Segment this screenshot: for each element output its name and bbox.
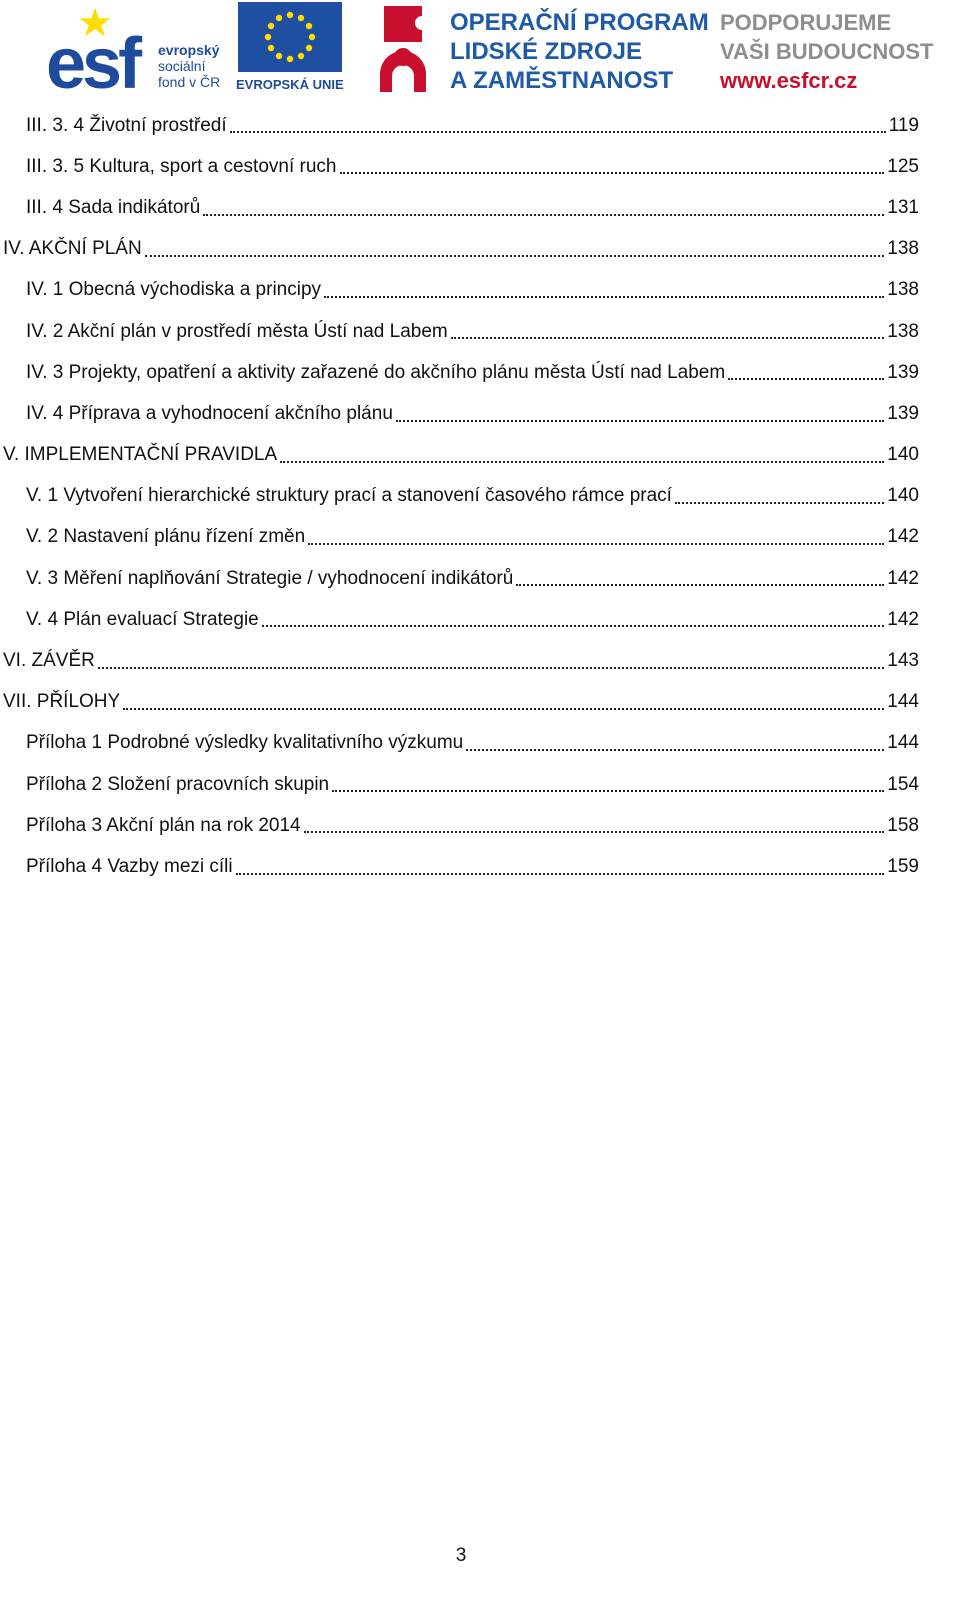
toc-entry[interactable] [0, 846, 960, 887]
slogan [720, 8, 955, 95]
toc-entry-page-number: 131 [887, 196, 919, 218]
toc-entry[interactable] [0, 476, 960, 517]
toc-entry-title: VII. PŘÍLOHY [3, 691, 121, 713]
op-line-1: OPERAČNÍ PROGRAM [450, 9, 709, 36]
toc-entry[interactable] [0, 146, 960, 187]
slogan-line-1: PODPORUJEME [720, 10, 892, 35]
toc-entry[interactable] [0, 682, 960, 723]
toc-entry-page-number: 142 [887, 567, 919, 589]
toc-entry-title: IV. 1 Obecná východiska a principy [26, 279, 322, 301]
toc-dot-leader [304, 830, 885, 833]
toc-entry-title: IV. 4 Příprava a vyhodnocení akčního plánu [26, 402, 393, 424]
toc-entry[interactable] [0, 311, 960, 352]
toc-entry[interactable] [0, 352, 960, 393]
toc-dot-leader [98, 666, 884, 669]
toc-entry[interactable] [0, 517, 960, 558]
toc-entry[interactable] [0, 270, 960, 311]
toc-dot-leader [451, 336, 885, 339]
toc-entry-title: Příloha 2 Složení pracovních skupin [26, 773, 330, 795]
toc-dot-leader [340, 171, 885, 174]
toc-entry-title: Příloha 1 Podrobné výsledky kvalitativního výzkumu [26, 732, 464, 754]
esf-line-3: fond v ČR [158, 74, 221, 90]
toc-dot-leader [262, 624, 885, 627]
toc-entry-page-number: 140 [887, 444, 919, 466]
toc-entry[interactable] [0, 229, 960, 270]
toc-entry-page-number: 158 [887, 814, 919, 836]
toc-dot-leader [280, 460, 884, 463]
toc-entry-page-number: 154 [887, 773, 919, 795]
toc-dot-leader [332, 789, 884, 792]
toc-entry-page-number: 142 [887, 608, 919, 630]
toc-dot-leader [728, 377, 884, 380]
toc-entry-page-number: 140 [887, 485, 919, 507]
page-number: 3 [455, 1545, 467, 1566]
op-line-2: LIDSKÉ ZDROJE [450, 38, 643, 65]
toc-entry-title: IV. 2 Akční plán v prostředí města Ústí nad Labem [26, 320, 448, 342]
toc-entry-page-number: 144 [887, 732, 919, 754]
toc-entry-title: V. 1 Vytvoření hierarchické struktury prací a stanovení časového rámce prací [26, 485, 672, 507]
toc-entry-title: VI. ZÁVĚR [3, 650, 95, 672]
toc-entry[interactable] [0, 805, 960, 846]
toc-entry-title: V. 2 Nastavení plánu řízení změn [26, 526, 306, 548]
toc-entry-page-number: 125 [887, 155, 919, 177]
eu-logo [236, 2, 346, 94]
toc-entry-title: III. 4 Sada indikátorů [26, 196, 201, 218]
toc-entry[interactable] [0, 723, 960, 764]
toc-entry-page-number: 139 [887, 361, 919, 383]
toc-entry-page-number: 138 [887, 238, 919, 260]
esf-line-1: evropský [158, 42, 220, 58]
toc-entry-title: Příloha 3 Akční plán na rok 2014 [26, 814, 301, 836]
toc-entry[interactable] [0, 558, 960, 599]
toc-dot-leader [308, 542, 884, 545]
toc-dot-leader [396, 419, 884, 422]
toc-dot-leader [324, 295, 884, 298]
toc-entry-title: Příloha 4 Vazby mezi cíli [26, 855, 233, 877]
op-logo [376, 2, 709, 94]
toc-entry-title: III. 3. 4 Životní prostředí [26, 114, 227, 136]
toc-entry-page-number: 139 [887, 402, 919, 424]
toc-entry-page-number: 142 [887, 526, 919, 548]
toc-entry-page-number: 138 [887, 320, 919, 342]
esf-line-2: sociální [158, 58, 206, 74]
toc-entry[interactable] [0, 435, 960, 476]
toc-entry-title: IV. 3 Projekty, opatření a aktivity zařazené do akčního plánu města Ústí nad Labem [26, 361, 726, 383]
toc-entry-title: V. 4 Plán evaluací Strategie [26, 608, 259, 630]
toc-dot-leader [466, 748, 884, 751]
eu-flag-icon [238, 2, 342, 72]
toc-entry[interactable] [0, 105, 960, 146]
toc-dot-leader [516, 583, 884, 586]
logo-header [0, 0, 960, 100]
eu-label: EVROPSKÁ UNIE [236, 77, 344, 92]
toc-entry-page-number: 144 [887, 691, 919, 713]
toc-entry[interactable] [0, 599, 960, 640]
esf-logo [46, 2, 226, 94]
toc-dot-leader [236, 872, 885, 875]
table-of-contents [0, 105, 960, 888]
toc-dot-leader [145, 254, 885, 257]
op-line-3: A ZAMĚSTNANOST [450, 67, 674, 94]
toc-entry-title: V. IMPLEMENTAČNÍ PRAVIDLA [3, 444, 278, 466]
toc-entry-page-number: 138 [887, 279, 919, 301]
toc-entry-page-number: 159 [887, 855, 919, 877]
puzzle-figure-icon [376, 2, 440, 92]
toc-dot-leader [230, 130, 886, 133]
esf-mark-icon [46, 2, 156, 94]
toc-dot-leader [675, 501, 884, 504]
slogan-url[interactable]: www.esfcr.cz [720, 68, 858, 93]
toc-entry[interactable] [0, 764, 960, 805]
toc-entry[interactable] [0, 393, 960, 434]
toc-entry-title: IV. AKČNÍ PLÁN [3, 238, 142, 260]
toc-entry[interactable] [0, 640, 960, 681]
svg-text:esf: esf [46, 24, 139, 94]
slogan-line-2: VAŠI BUDOUCNOST [720, 39, 934, 64]
toc-entry-title: III. 3. 5 Kultura, sport a cestovní ruch [26, 155, 337, 177]
toc-dot-leader [203, 213, 884, 216]
toc-entry-page-number: 119 [888, 114, 919, 136]
toc-entry[interactable] [0, 187, 960, 228]
toc-dot-leader [123, 707, 884, 710]
toc-entry-page-number: 143 [887, 650, 919, 672]
toc-entry-title: V. 3 Měření naplňování Strategie / vyhodnocení indikátorů [26, 567, 514, 589]
